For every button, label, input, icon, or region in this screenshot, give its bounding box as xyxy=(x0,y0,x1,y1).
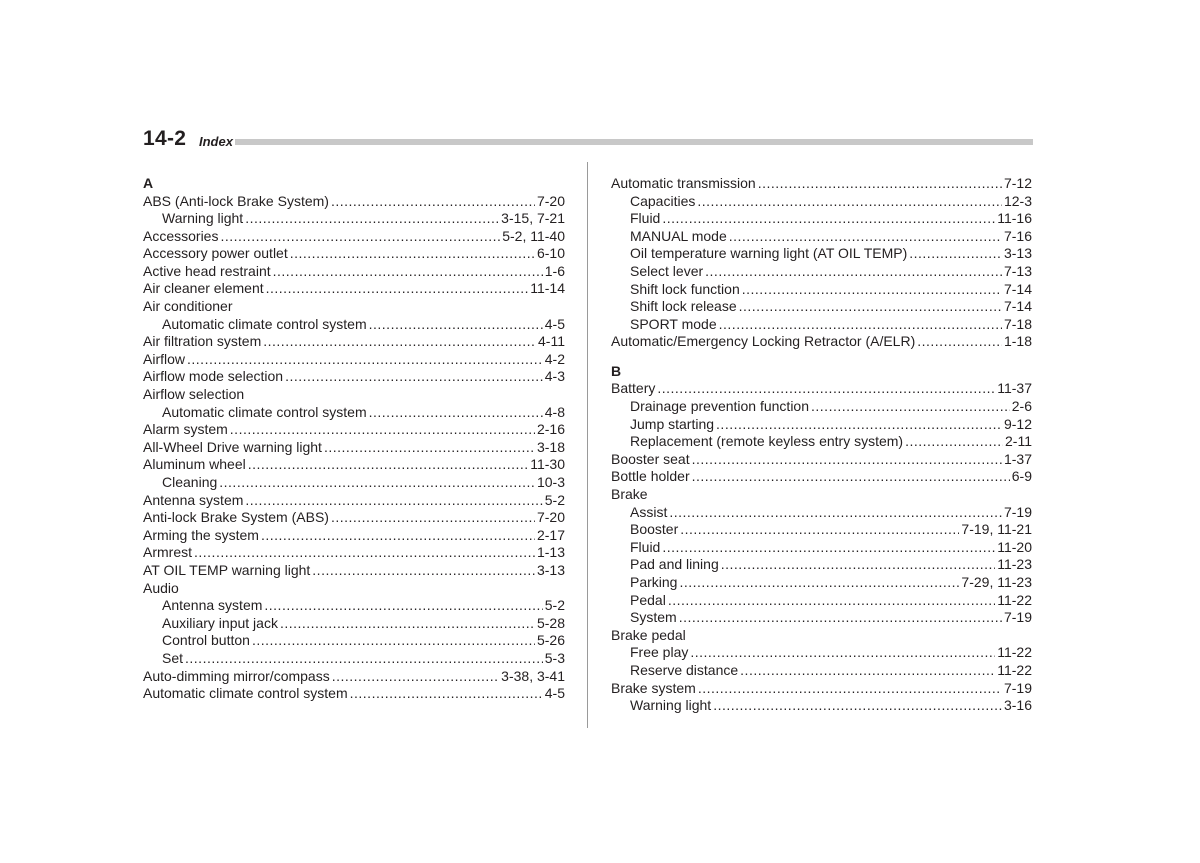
entry-term: Parking xyxy=(630,573,678,590)
entry-page-ref[interactable]: 6-9 xyxy=(1011,468,1032,485)
index-entry xyxy=(143,562,565,580)
index-entry xyxy=(143,685,565,703)
dot-leader xyxy=(230,421,535,439)
index-section xyxy=(611,363,1032,715)
entry-page-ref[interactable]: 5-2 xyxy=(544,491,565,508)
entry-page-ref[interactable]: 5-28 xyxy=(536,614,565,631)
entry-term: System xyxy=(630,609,677,626)
entry-page-ref[interactable]: 1-13 xyxy=(536,544,565,561)
index-entry xyxy=(143,597,565,615)
index-entry xyxy=(611,468,1032,486)
entry-page-ref[interactable]: 7-20 xyxy=(536,192,565,209)
entry-page-ref[interactable]: 6-10 xyxy=(536,245,565,262)
entry-term: All-Wheel Drive warning light xyxy=(143,438,322,455)
entry-term: Set xyxy=(162,649,184,666)
dot-leader xyxy=(369,316,543,334)
entry-page-ref[interactable]: 7-19 xyxy=(1003,679,1032,696)
dot-leader xyxy=(697,193,1002,211)
section-letter: B xyxy=(611,362,622,379)
dot-leader xyxy=(716,416,1002,434)
entry-page-ref[interactable]: 7-12 xyxy=(1003,175,1032,191)
dot-leader xyxy=(669,504,1002,522)
entry-page-ref[interactable]: 7-14 xyxy=(1003,298,1032,315)
entry-term: Replacement (remote keyless entry system) xyxy=(630,433,904,450)
entry-page-ref[interactable]: 1-18 xyxy=(1003,333,1032,350)
dot-leader xyxy=(905,433,1003,451)
index-entry xyxy=(611,175,1032,193)
entry-term: Control button xyxy=(162,632,250,649)
dot-leader xyxy=(721,556,995,574)
entry-page-ref[interactable]: 7-19 xyxy=(1003,609,1032,626)
entry-term: Air cleaner element xyxy=(143,280,264,297)
entry-term: Accessories xyxy=(143,227,219,244)
entry-page-ref[interactable]: 7-29, 11-23 xyxy=(961,573,1032,590)
dot-leader xyxy=(261,527,535,545)
index-entry xyxy=(611,539,1032,557)
entry-page-ref[interactable]: 11-23 xyxy=(997,556,1032,573)
entry-term: ABS (Anti-lock Brake System) xyxy=(143,192,329,209)
entry-page-ref[interactable]: 2-17 xyxy=(536,526,565,543)
entry-page-ref[interactable]: 5-3 xyxy=(544,649,565,666)
entry-term: Automatic climate control system xyxy=(162,315,367,332)
index-entry xyxy=(143,456,565,474)
header-rule xyxy=(235,139,1033,145)
index-heading: Brake xyxy=(611,486,648,502)
entry-page-ref[interactable]: 4-5 xyxy=(544,315,565,332)
entry-term: Automatic transmission xyxy=(611,175,756,191)
entry-page-ref[interactable]: 4-11 xyxy=(538,333,565,350)
index-entry xyxy=(143,439,565,457)
index-entry xyxy=(611,416,1032,434)
entry-term: Warning light xyxy=(630,697,712,714)
entry-page-ref[interactable]: 4-2 xyxy=(544,350,565,367)
entry-page-ref[interactable]: 2-11 xyxy=(1005,433,1032,450)
dot-leader xyxy=(713,697,1002,715)
dot-leader xyxy=(705,263,1002,281)
index-entry xyxy=(611,556,1032,574)
index-heading: Audio xyxy=(143,579,179,596)
index-entry xyxy=(611,245,1032,263)
dot-leader xyxy=(662,210,995,228)
entry-term: MANUAL mode xyxy=(630,227,727,244)
entry-page-ref[interactable]: 7-19 xyxy=(1003,503,1032,520)
entry-term: Auto-dimming mirror/compass xyxy=(143,667,330,684)
dot-leader xyxy=(263,333,536,351)
entry-term: Brake system xyxy=(611,679,696,696)
entry-page-ref[interactable]: 3-16 xyxy=(1003,697,1032,714)
dot-leader xyxy=(312,562,535,580)
entry-term: Shift lock release xyxy=(630,298,737,315)
index-entry xyxy=(611,193,1032,211)
index-entry xyxy=(143,474,565,492)
entry-page-ref[interactable]: 5-2, 11-40 xyxy=(502,227,565,244)
dot-leader xyxy=(280,615,535,633)
dot-leader xyxy=(220,228,500,246)
entry-term: Assist xyxy=(630,503,668,520)
dot-leader xyxy=(219,474,535,492)
index-entry xyxy=(611,380,1032,398)
entry-page-ref[interactable]: 3-13 xyxy=(536,561,565,578)
entry-page-ref[interactable]: 11-20 xyxy=(997,538,1032,555)
dot-leader xyxy=(811,398,1010,416)
entry-term: Pad and lining xyxy=(630,556,719,573)
index-column-right xyxy=(611,175,1032,715)
dot-leader xyxy=(187,351,543,369)
entry-term: Air filtration system xyxy=(143,333,262,350)
entry-term: Anti-lock Brake System (ABS) xyxy=(143,509,329,526)
index-entry xyxy=(143,615,565,633)
dot-leader xyxy=(332,668,499,686)
entry-term: Oil temperature warning light (AT OIL TEMP) xyxy=(630,245,908,262)
page-number: 14-2 xyxy=(143,127,187,150)
dot-leader xyxy=(194,544,535,562)
index-entry xyxy=(611,210,1032,228)
dot-leader xyxy=(285,368,543,386)
entry-page-ref[interactable]: 7-19, 11-21 xyxy=(961,521,1032,538)
entry-page-ref[interactable]: 7-20 xyxy=(536,509,565,526)
dot-leader xyxy=(662,539,995,557)
entry-page-ref[interactable]: 10-3 xyxy=(536,474,565,490)
entry-page-ref[interactable]: 3-13 xyxy=(1003,245,1032,262)
entry-page-ref[interactable]: 11-14 xyxy=(530,280,565,297)
entry-page-ref[interactable]: 4-5 xyxy=(544,685,565,702)
dot-leader xyxy=(692,468,1010,486)
index-entry xyxy=(143,245,565,263)
entry-term: Armrest xyxy=(143,544,192,561)
dot-leader xyxy=(245,210,499,228)
entry-term: Antenna system xyxy=(143,491,244,508)
dot-leader xyxy=(350,685,543,703)
entry-page-ref[interactable]: 5-2 xyxy=(544,597,565,614)
index-entry xyxy=(143,210,565,228)
entry-term: Fluid xyxy=(630,210,661,227)
entry-page-ref[interactable]: 11-22 xyxy=(997,591,1032,608)
dot-leader xyxy=(909,245,1002,263)
section-title: Index xyxy=(199,134,233,149)
entry-page-ref[interactable]: 7-13 xyxy=(1003,262,1032,279)
entry-page-ref[interactable]: 11-16 xyxy=(997,210,1032,227)
entry-page-ref[interactable]: 3-15, 7-21 xyxy=(501,210,565,227)
index-entry xyxy=(611,298,1032,316)
dot-leader xyxy=(740,662,995,680)
index-entry xyxy=(611,433,1032,451)
dot-leader xyxy=(331,509,535,527)
index-entry xyxy=(143,509,565,527)
index-entry xyxy=(143,316,565,334)
dot-leader xyxy=(266,280,529,298)
entry-page-ref[interactable]: 11-22 xyxy=(997,661,1032,678)
index-entry xyxy=(143,404,565,422)
entry-page-ref[interactable]: 7-16 xyxy=(1003,227,1032,244)
index-entry xyxy=(143,193,565,211)
index-entry xyxy=(143,650,565,668)
dot-leader xyxy=(692,451,1002,469)
entry-term: Free play xyxy=(630,644,689,661)
page-header xyxy=(143,127,1033,153)
entry-term: Cleaning xyxy=(162,474,218,490)
dot-leader xyxy=(290,245,535,263)
dot-leader xyxy=(245,492,542,510)
index-entry xyxy=(143,368,565,386)
entry-page-ref[interactable]: 7-14 xyxy=(1003,280,1032,297)
entry-page-ref[interactable]: 1-37 xyxy=(1003,450,1032,467)
index-entry xyxy=(143,632,565,650)
index-entry xyxy=(611,333,1032,351)
dot-leader xyxy=(758,175,1002,193)
dot-leader xyxy=(739,298,1002,316)
entry-term: Aluminum wheel xyxy=(143,456,246,473)
dot-leader xyxy=(252,632,535,650)
entry-term: Alarm system xyxy=(143,421,228,438)
entry-term: Battery xyxy=(611,380,656,397)
entry-term: Booster seat xyxy=(611,450,690,467)
index-entry xyxy=(143,228,565,246)
entry-term: Airflow xyxy=(143,350,186,367)
index-entry xyxy=(611,609,1032,627)
index-entry xyxy=(611,521,1032,539)
entry-page-ref[interactable]: 4-8 xyxy=(544,403,565,420)
entry-term: Select lever xyxy=(630,262,704,279)
index-section xyxy=(611,175,1032,351)
index-entry xyxy=(143,333,565,351)
dot-leader xyxy=(917,333,1002,351)
entry-page-ref[interactable]: 1-6 xyxy=(544,262,565,279)
index-entry xyxy=(611,281,1032,299)
entry-term: Automatic climate control system xyxy=(162,403,367,420)
dot-leader xyxy=(369,404,543,422)
index-entry xyxy=(611,228,1032,246)
entry-page-ref[interactable]: 3-38, 3-41 xyxy=(501,667,565,684)
entry-term: Reserve distance xyxy=(630,661,739,678)
entry-term: Auxiliary input jack xyxy=(162,614,278,631)
dot-leader xyxy=(324,439,535,457)
index-entry xyxy=(143,351,565,369)
entry-term: SPORT mode xyxy=(630,315,717,332)
dot-leader xyxy=(719,316,1002,334)
entry-term: Fluid xyxy=(630,538,661,555)
entry-term: Airflow mode selection xyxy=(143,368,284,385)
entry-page-ref[interactable]: 9-12 xyxy=(1003,415,1032,432)
index-section xyxy=(143,175,565,703)
entry-term: Antenna system xyxy=(162,597,263,614)
index-heading: Air conditioner xyxy=(143,298,233,315)
index-entry xyxy=(611,398,1032,416)
entry-term: Active head restraint xyxy=(143,262,271,279)
column-divider xyxy=(587,162,588,728)
index-entry xyxy=(611,451,1032,469)
dot-leader xyxy=(729,228,1002,246)
entry-term: Automatic/Emergency Locking Retractor (A/ELR) xyxy=(611,333,916,350)
dot-leader xyxy=(668,592,995,610)
index-column-left xyxy=(143,175,565,703)
index-entry xyxy=(611,592,1032,610)
entry-page-ref[interactable]: 11-22 xyxy=(997,644,1032,661)
entry-page-ref[interactable]: 4-3 xyxy=(544,368,565,385)
index-entry xyxy=(611,263,1032,281)
dot-leader xyxy=(679,574,959,592)
entry-term: Jump starting xyxy=(630,415,715,432)
dot-leader xyxy=(264,597,542,615)
index-entry xyxy=(143,527,565,545)
dot-leader xyxy=(657,380,995,398)
dot-leader xyxy=(273,263,543,281)
dot-leader xyxy=(742,281,1002,299)
entry-term: Bottle holder xyxy=(611,468,690,485)
entry-page-ref[interactable]: 2-16 xyxy=(536,421,565,438)
entry-page-ref[interactable]: 12-3 xyxy=(1003,192,1032,209)
index-entry xyxy=(143,492,565,510)
entry-term: Capacities xyxy=(630,192,696,209)
dot-leader xyxy=(331,193,535,211)
dot-leader xyxy=(248,456,529,474)
section-letter: A xyxy=(143,175,154,191)
entry-term: Booster xyxy=(630,521,679,538)
entry-page-ref[interactable]: 2-6 xyxy=(1011,398,1032,415)
entry-term: Accessory power outlet xyxy=(143,245,288,262)
entry-page-ref[interactable]: 5-26 xyxy=(536,632,565,649)
index-entry xyxy=(143,280,565,298)
entry-term: Automatic climate control system xyxy=(143,685,348,702)
entry-term: Pedal xyxy=(630,591,666,608)
dot-leader xyxy=(679,609,1002,627)
entry-term: Arming the system xyxy=(143,526,259,543)
entry-page-ref[interactable]: 7-18 xyxy=(1003,315,1032,332)
entry-page-ref[interactable]: 11-30 xyxy=(530,456,565,473)
entry-term: Warning light xyxy=(162,210,244,227)
dot-leader xyxy=(698,680,1002,698)
dot-leader xyxy=(185,650,543,668)
index-entry xyxy=(611,504,1032,522)
index-entry xyxy=(611,316,1032,334)
entry-term: Drainage prevention function xyxy=(630,398,810,415)
index-heading: Airflow selection xyxy=(143,386,245,403)
dot-leader xyxy=(680,521,959,539)
index-entry xyxy=(143,668,565,686)
dot-leader xyxy=(690,644,995,662)
index-entry xyxy=(143,544,565,562)
entry-page-ref[interactable]: 11-37 xyxy=(997,380,1032,397)
index-entry xyxy=(611,662,1032,680)
entry-page-ref[interactable]: 3-18 xyxy=(536,438,565,455)
index-entry xyxy=(611,697,1032,715)
index-entry xyxy=(143,263,565,281)
entry-term: AT OIL TEMP warning light xyxy=(143,561,311,578)
index-entry xyxy=(611,644,1032,662)
entry-term: Shift lock function xyxy=(630,280,740,297)
index-heading: Brake pedal xyxy=(611,626,686,643)
index-entry xyxy=(611,574,1032,592)
index-entry xyxy=(611,680,1032,698)
index-entry xyxy=(143,421,565,439)
